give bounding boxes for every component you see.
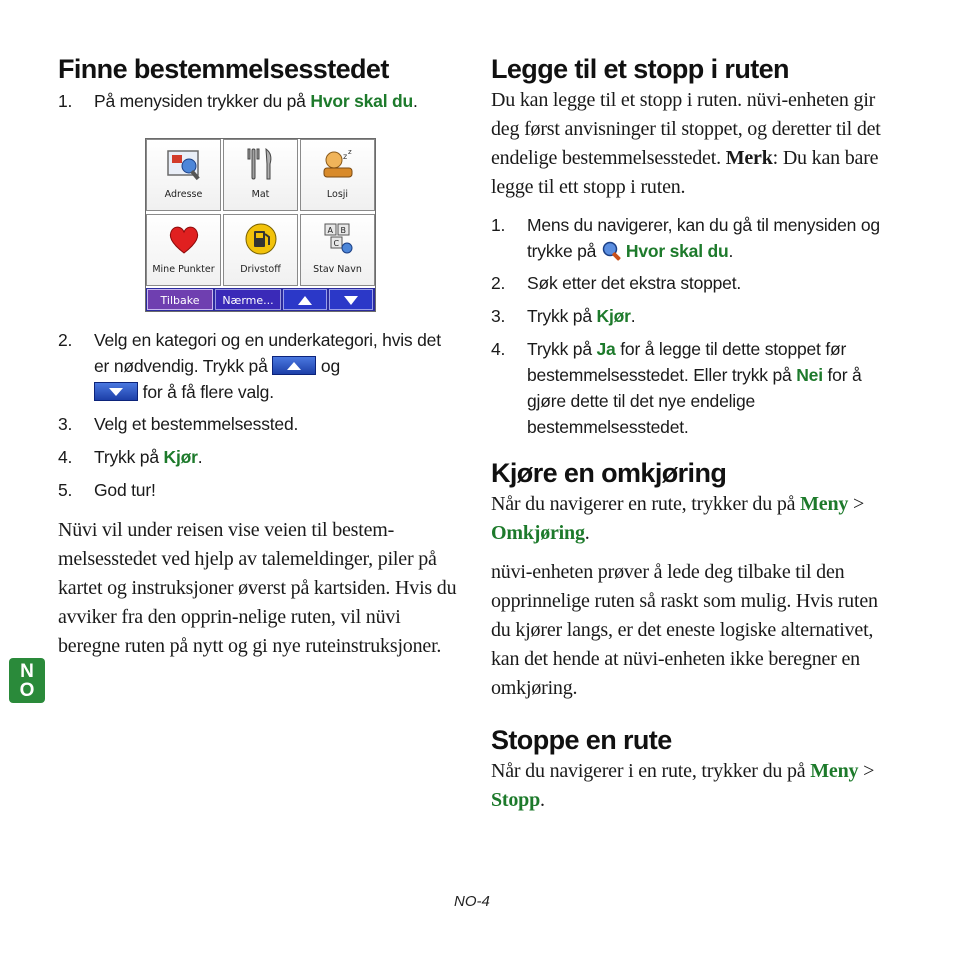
- heart-icon: [165, 221, 203, 257]
- right-column: [491, 52, 891, 815]
- address-icon: [165, 146, 203, 182]
- svg-text:C: C: [333, 239, 339, 248]
- abc-keys-icon: [319, 221, 357, 257]
- list-item: 3. Velg et bestemmelsessted.: [58, 414, 299, 434]
- device-screenshot: [145, 138, 376, 312]
- link-meny[interactable]: Meny: [800, 493, 849, 515]
- stop-instruction: Når du navigerer i en rute, trykker du på Meny > Stopp.: [491, 760, 875, 811]
- arrow-down-icon: [109, 388, 123, 396]
- link-nei[interactable]: Nei: [796, 365, 823, 385]
- detour-instruction: Når du navigerer en rute, trykker du på Meny > Omkjøring.: [491, 493, 865, 544]
- page-number: NO-4: [454, 893, 490, 910]
- tile-mine-punkter[interactable]: Mine Punkter: [146, 214, 221, 286]
- heading-finne-bestemmelsesstedet: Finne bestemmelsesstedet: [58, 54, 389, 84]
- svg-text:B: B: [340, 226, 346, 235]
- svg-text:z: z: [342, 152, 347, 161]
- fuel-icon: [242, 221, 280, 257]
- body-paragraph: Nüvi vil under reisen vise veien til bestem-melsesstedet ved hjelp av talemeldinger, piler på kartet og instruksjoner øverst på kartsiden. Hvis du avviker fra den opprin-nelige ruten, vil nüvi beregne ruten på nytt og gi nye ruteinstruksjoner.: [58, 519, 457, 657]
- heading-legge-til-stopp: Legge til et stopp i ruten: [491, 54, 789, 84]
- link-ja[interactable]: Ja: [596, 339, 616, 359]
- link-omkjoring[interactable]: Omkjøring: [491, 522, 585, 544]
- steps-list-right: [491, 212, 891, 440]
- inline-down-button: [94, 382, 138, 401]
- list-item: 1. På menysiden trykker du på Hvor skal du.: [58, 91, 418, 111]
- list-item: 4. Trykk på Kjør.: [58, 447, 203, 467]
- lodging-icon: [319, 146, 357, 182]
- menu-grid: [146, 139, 375, 287]
- heading-kjore-omkjoring: Kjøre en omkjøring: [491, 458, 727, 488]
- language-tab: N O: [9, 658, 45, 703]
- arrow-up-icon: [287, 362, 301, 370]
- arrow-down-icon: [344, 296, 358, 305]
- steps-list-left-cont: [58, 327, 458, 503]
- link-hvor-skal-du-2[interactable]: Hvor skal du: [625, 241, 729, 261]
- scroll-down-button[interactable]: [329, 289, 373, 310]
- back-button[interactable]: Tilbake: [147, 289, 213, 310]
- left-column: [58, 52, 458, 661]
- intro-paragraph: Du kan legge til et stopp i ruten. nüvi-enheten gir deg først anvisninger til stoppet, og deretter til det endelige bestemmelsesstedet. Merk: Du kan bare legge til ett stopp i ruten.: [491, 89, 881, 198]
- tile-adresse[interactable]: Adresse: [146, 139, 221, 211]
- list-item: 4. Trykk på Ja for å legge til dette stoppet før bestemmelsesstedet. Eller trykk på Nei for å gjøre dette til det nye endelige bestemmelsesstedet.: [491, 339, 862, 437]
- list-item: 2. Velg en kategori og en underkategori, hvis det er nødvendig. Trykk på og for å få flere valg.: [58, 330, 441, 402]
- steps-list-left: [58, 88, 458, 114]
- tile-stav-navn[interactable]: A B C Stav Navn: [300, 214, 375, 286]
- svg-text:z: z: [347, 148, 352, 156]
- tile-mat[interactable]: Mat: [223, 139, 298, 211]
- tile-drivstoff[interactable]: Drivstoff: [223, 214, 298, 286]
- link-meny-2[interactable]: Meny: [810, 760, 859, 782]
- list-item: 3. Trykk på Kjør.: [491, 306, 636, 326]
- arrow-up-icon: [298, 296, 312, 305]
- scroll-up-button[interactable]: [283, 289, 327, 310]
- heading-stoppe-rute: Stoppe en rute: [491, 725, 672, 755]
- detour-paragraph: nüvi-enheten prøver å lede deg tilbake til den opprinnelige ruten så raskt som mulig. Hvis ruten du kjører langs, er det eneste logiske alternativet, kan det hende at nüvi-enheten ikke beregner en omkjøring.: [491, 561, 878, 699]
- list-item: 2. Søk etter det ekstra stoppet.: [491, 273, 742, 293]
- list-item: 5. God tur!: [58, 480, 156, 500]
- link-kjor[interactable]: Kjør: [163, 447, 198, 467]
- near-button[interactable]: Nærme...: [215, 289, 281, 310]
- link-hvor-skal-du[interactable]: Hvor skal du: [310, 91, 414, 111]
- svg-text:A: A: [327, 226, 333, 235]
- link-kjor-2[interactable]: Kjør: [596, 306, 631, 326]
- tile-losji[interactable]: z z Losji: [300, 139, 375, 211]
- list-item: 1. Mens du navigerer, kan du gå til menysiden og trykke på Hvor skal du.: [491, 215, 880, 261]
- fork-knife-icon: [242, 146, 280, 182]
- inline-up-button: [272, 356, 316, 375]
- magnifier-icon: [601, 240, 623, 262]
- device-bottom-bar: [146, 288, 375, 311]
- link-stopp[interactable]: Stopp: [491, 789, 541, 811]
